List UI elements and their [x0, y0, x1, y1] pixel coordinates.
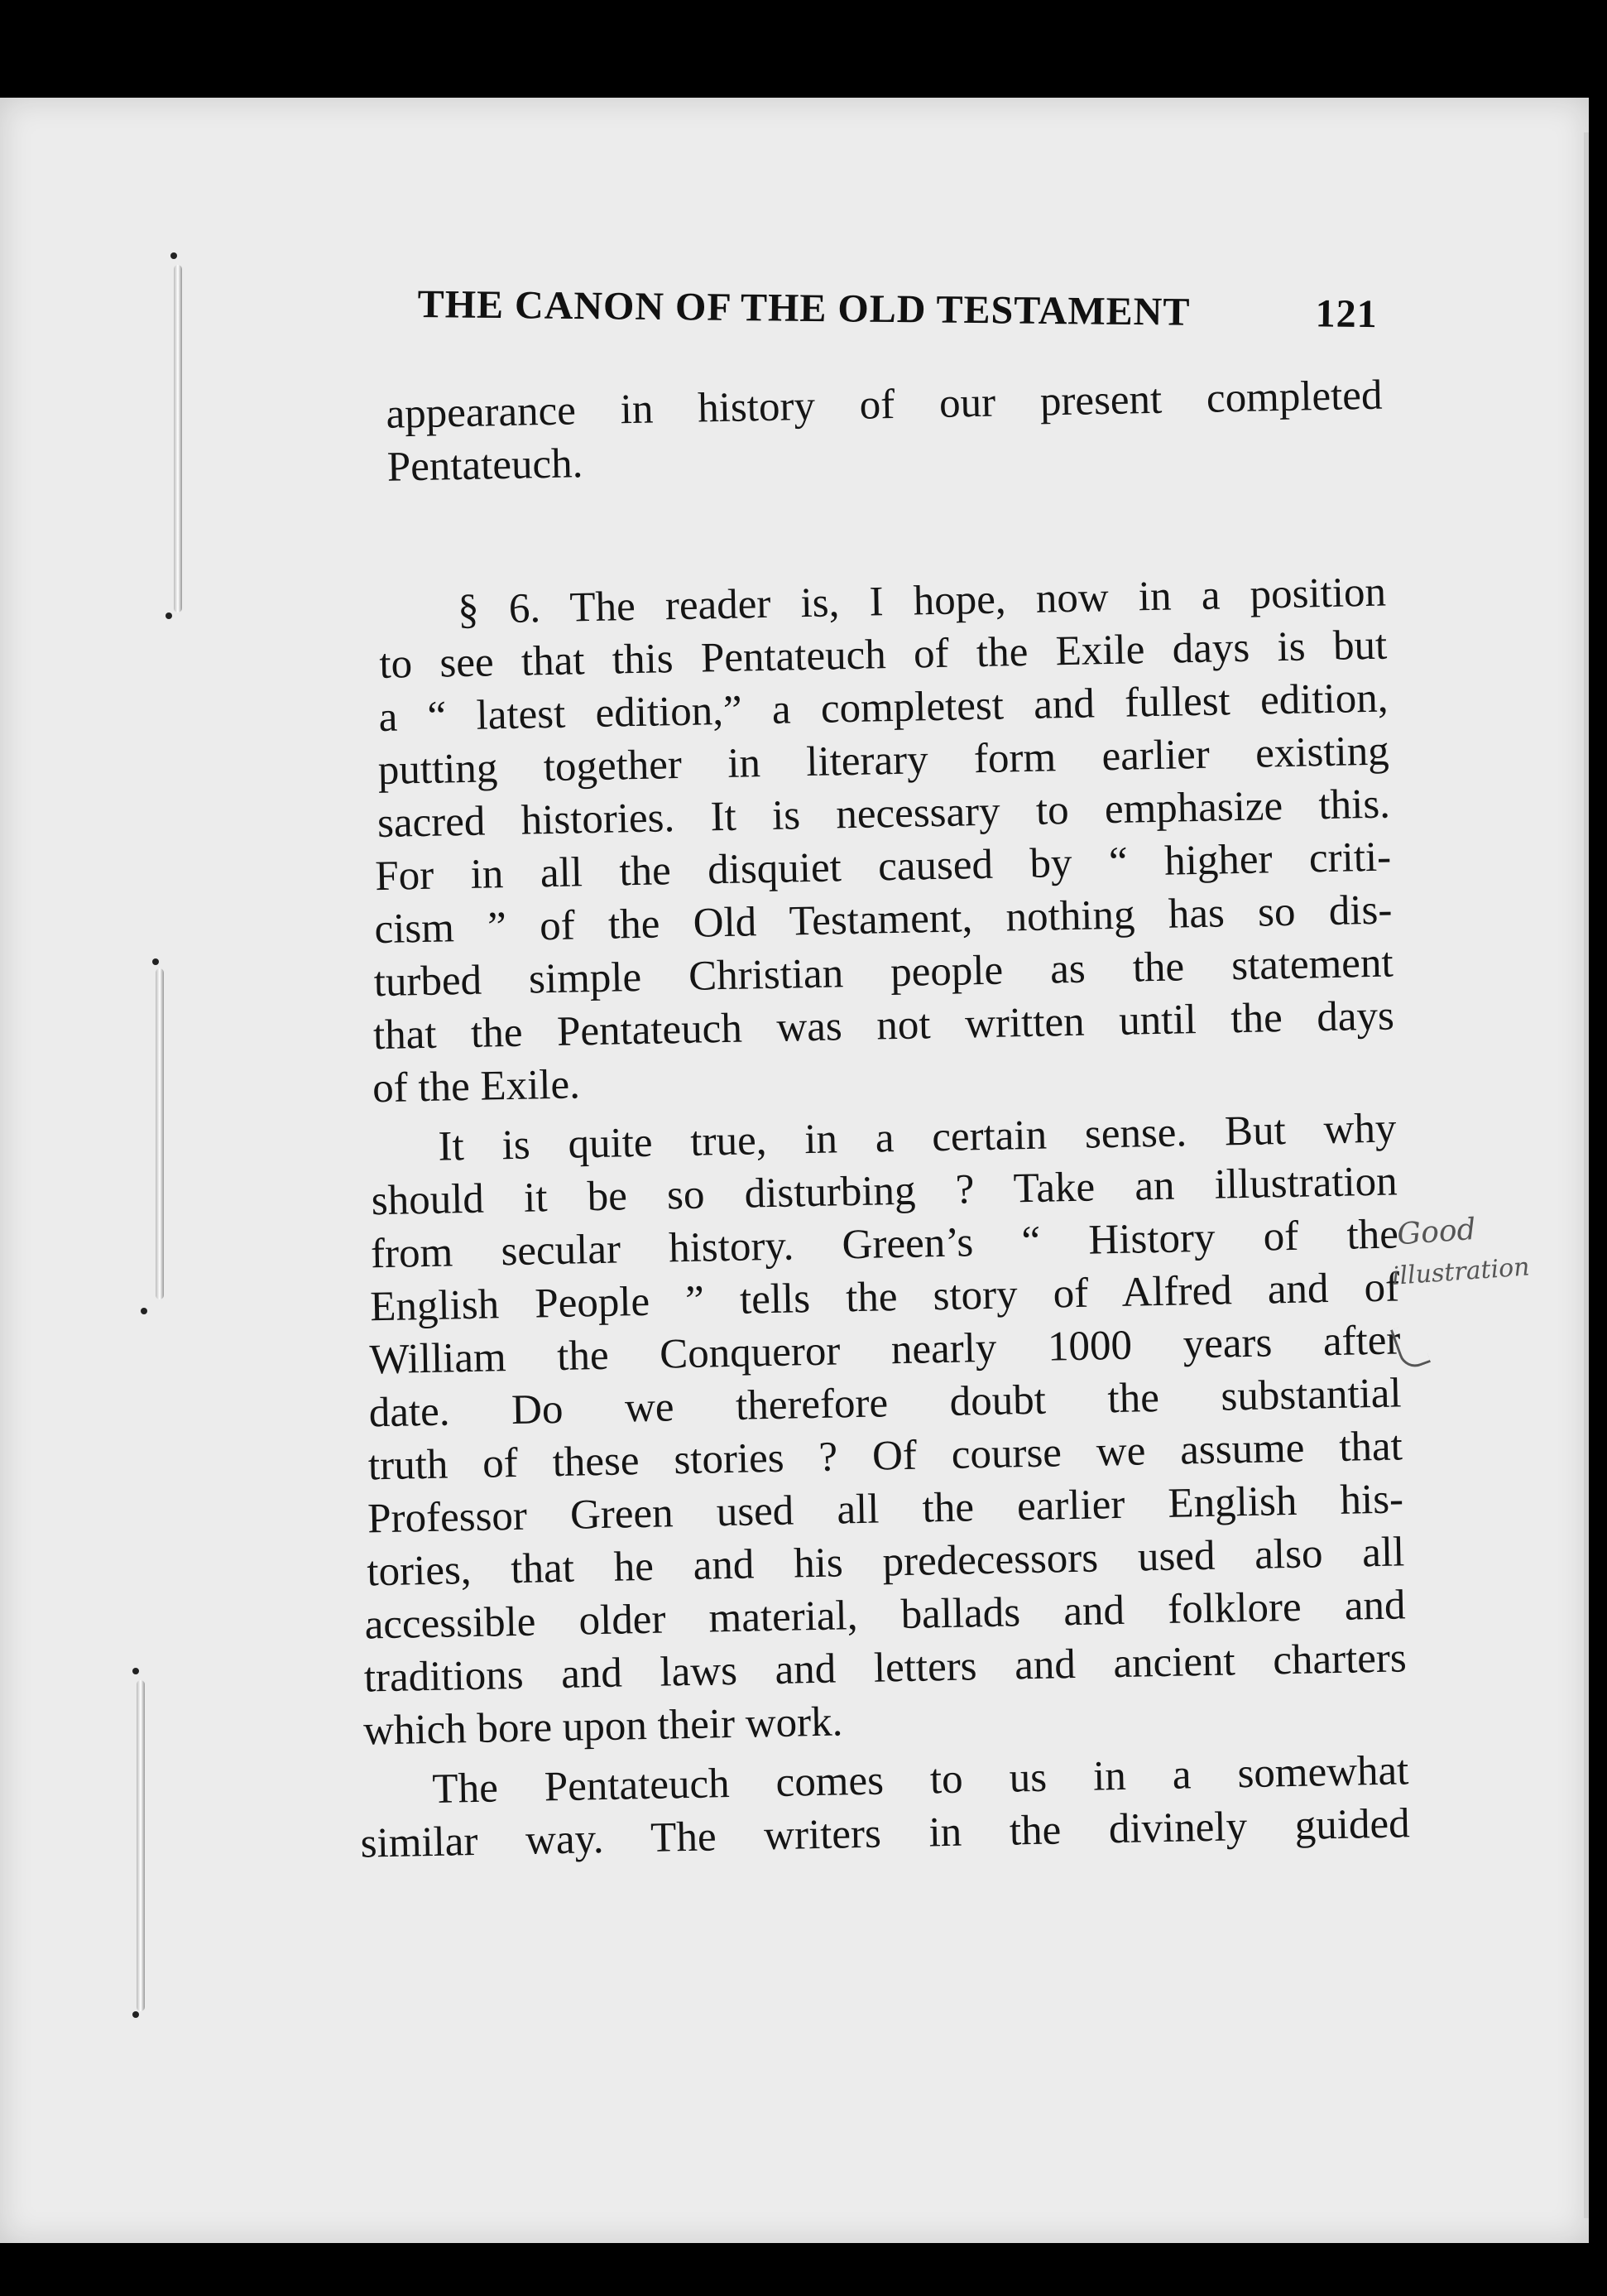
text-line: It is quite true, in a certain sense. But why [438, 1105, 1397, 1170]
text-line: truth of these stories ? Of course we assume that [367, 1423, 1403, 1490]
text-line: sacred histories. It is necessary to emphasize this. [377, 781, 1391, 848]
page-edge [1584, 132, 1589, 2218]
text-line: The Pentateuch comes to us in a somewhat [431, 1747, 1409, 1813]
text-line: similar way. The writers in the divinely guided [360, 1800, 1411, 1867]
note-line-2: illustration [1390, 1252, 1531, 1291]
binding-stitch [137, 1680, 145, 2011]
binding-hole [141, 1308, 147, 1314]
text-line: from secular history. Green’s “ History of the [370, 1211, 1399, 1278]
text-line: that the Pentateuch was not written until the days [372, 992, 1395, 1059]
text-line: turbed simple Christian people as the statement [373, 939, 1394, 1006]
text-line: to see that this Pentateuch of the Exile days is but [378, 622, 1388, 688]
text-line: accessible older material, ballads and folklore and [364, 1582, 1406, 1649]
handwritten-note [1388, 1202, 1583, 1298]
text-line: putting together in literary form earlier existing [377, 728, 1390, 794]
note-line-1: Good [1396, 1212, 1477, 1252]
text-line: of the Exile. [372, 1061, 581, 1112]
text-line: which bore upon their work. [362, 1698, 843, 1755]
binding-stitch [156, 968, 164, 1299]
text-line: a “ latest edition,” a completest and fullest edition, [378, 675, 1389, 741]
binding-hole [132, 1668, 139, 1674]
binding-hole [170, 252, 177, 259]
text-line: traditions and laws and letters and ancient charters [363, 1635, 1408, 1702]
text-line: English People ” tells the story of Alfred and of [369, 1264, 1400, 1331]
binding-hole [165, 612, 172, 619]
text-line: tories, that he and his predecessors used also all [366, 1529, 1405, 1596]
text-line: Professor Green used all the earlier English his- [367, 1476, 1404, 1543]
body-text [331, 369, 1410, 1871]
text-line: § 6. The reader is, I hope, now in a position [457, 569, 1387, 634]
text-line: cism ” of the Old Testament, nothing has so dis- [374, 886, 1393, 953]
text-line: For in all the disquiet caused by “ higher criti- [374, 833, 1392, 901]
binding-stitch [174, 265, 182, 612]
text-line: Pentateuch. [386, 440, 583, 491]
header-title: THE CANON OF THE OLD TESTAMENT [417, 281, 1191, 334]
binding-hole [132, 2011, 139, 2018]
text-line: date. Do we therefore doubt the substantial [368, 1370, 1403, 1437]
text-line: appearance in history of our present completed [386, 372, 1383, 438]
binding-hole [152, 958, 159, 965]
text-line: should it be so disturbing ? Take an illustration [371, 1158, 1398, 1225]
text-line: William the Conqueror nearly 1000 years after [368, 1317, 1401, 1384]
page-number: 121 [1315, 291, 1378, 337]
